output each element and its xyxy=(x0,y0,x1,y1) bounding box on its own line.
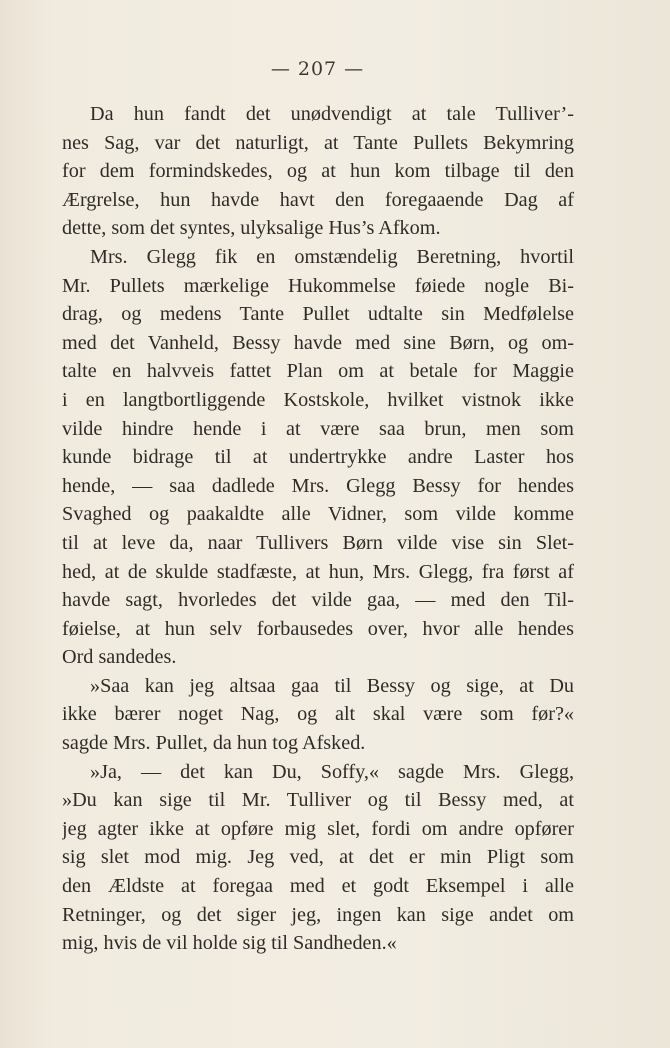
text-line: mig, hvis de vil holde sig til Sandheden.« xyxy=(62,932,397,955)
text-line: kunde bidrage til at undertrykke andre Laster hos xyxy=(62,446,574,469)
text-line: hende, — saa dadlede Mrs. Glegg Bessy for hendes xyxy=(62,474,574,497)
paragraph-3 xyxy=(62,672,574,758)
body-text xyxy=(62,100,574,958)
text-line: Da hun fandt det unødvendigt at tale Tulliver’- xyxy=(90,103,574,125)
text-line: i en langtbortliggende Kostskole, hvilket vistnok ikke xyxy=(62,388,574,411)
paragraph-2 xyxy=(62,243,574,672)
text-line: nes Sag, var det naturligt, at Tante Pullets Bekymring xyxy=(62,131,574,154)
text-line: ikke bærer noget Nag, og alt skal være som før?« xyxy=(62,703,574,726)
text-line: føielse, at hun selv forbausedes over, hvor alle hendes xyxy=(62,617,574,640)
text-line: jeg agter ikke at opføre mig slet, fordi om andre opfører xyxy=(62,817,574,840)
text-line: Ord sandedes. xyxy=(62,646,177,669)
text-line: »Du kan sige til Mr. Tulliver og til Bessy med, at xyxy=(62,789,574,812)
text-line: til at leve da, naar Tullivers Børn vilde vise sin Slet- xyxy=(62,531,574,554)
page-number: — 207 — xyxy=(270,58,365,80)
text-line: den Ældste at foregaa med et godt Eksempel i alle xyxy=(62,875,574,898)
text-line: »Saa kan jeg altsaa gaa til Bessy og sige, at Du xyxy=(90,674,574,697)
text-line: Mrs. Glegg fik en omstændelig Beretning, hvortil xyxy=(90,245,574,268)
paragraph-4 xyxy=(62,758,574,958)
text-line: Retninger, og det siger jeg, ingen kan sige andet om xyxy=(62,903,574,926)
text-line: dette, som det syntes, ulyksalige Hus’s Afkom. xyxy=(62,217,441,240)
text-line: for dem formindskedes, og at hun kom tilbage til den xyxy=(62,160,574,183)
text-line: drag, og medens Tante Pullet udtalte sin Medfølelse xyxy=(62,303,574,326)
text-line: vilde hindre hende i at være saa brun, men som xyxy=(62,417,574,440)
text-line: Mr. Pullets mærkelige Hukommelse føiede nogle Bi- xyxy=(62,274,574,297)
text-line: hed, at de skulde stadfæste, at hun, Mrs. Glegg, fra først af xyxy=(62,560,574,583)
text-line: »Ja, — det kan Du, Soffy,« sagde Mrs. Glegg, xyxy=(90,760,574,783)
text-line: sig slet mod mig. Jeg ved, at det er min Pligt som xyxy=(62,846,574,869)
text-line: havde sagt, hvorledes det vilde gaa, — med den Til- xyxy=(62,589,574,612)
text-line: Svaghed og paakaldte alle Vidner, som vilde komme xyxy=(62,503,574,526)
paragraph-1 xyxy=(62,100,574,243)
text-line: med det Vanheld, Bessy havde med sine Børn, og om- xyxy=(62,331,574,354)
text-line: sagde Mrs. Pullet, da hun tog Afsked. xyxy=(62,732,366,755)
text-line: Ærgrelse, hun havde havt den foregaaende Dag af xyxy=(62,188,574,211)
text-line: talte en halvveis fattet Plan om at betale for Maggie xyxy=(62,360,574,383)
